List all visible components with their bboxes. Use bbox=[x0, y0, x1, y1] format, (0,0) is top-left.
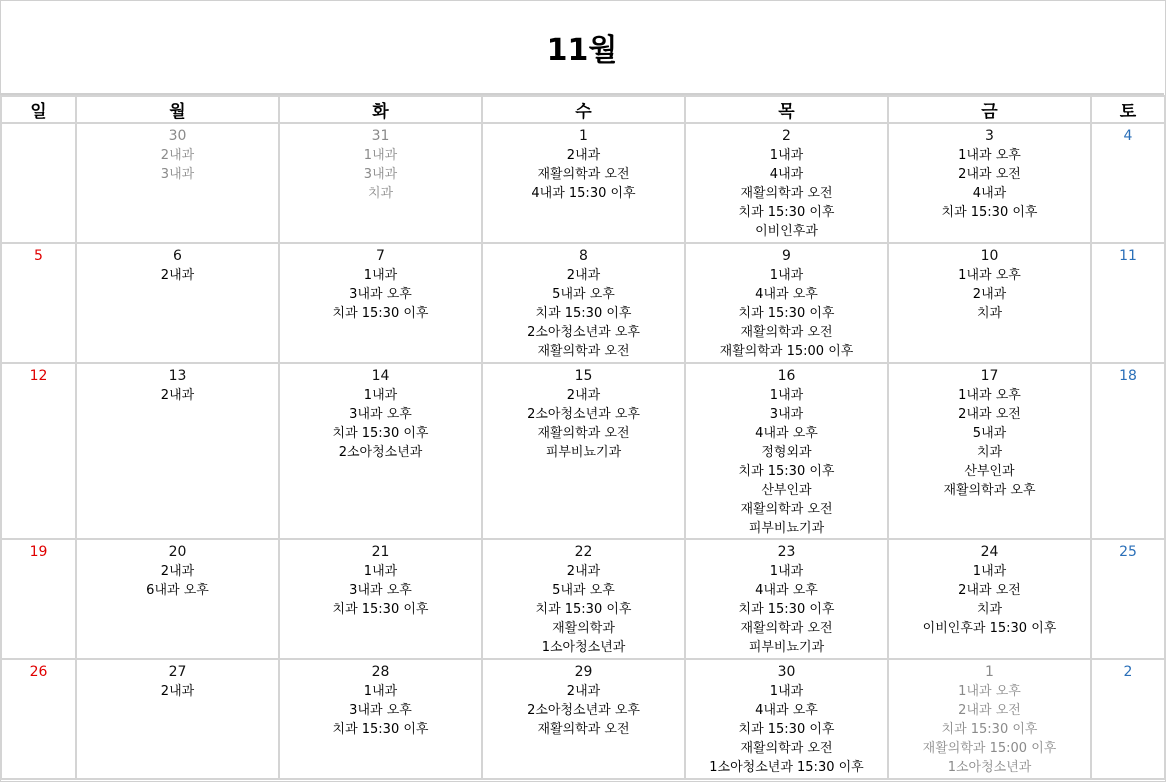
week-row bbox=[1, 539, 1165, 659]
day-cell-tue[interactable] bbox=[279, 243, 482, 363]
schedule-entry: 2내과 bbox=[160, 268, 195, 283]
day-cell-wed[interactable] bbox=[482, 659, 685, 779]
schedule-entry: 3내과 오후 bbox=[349, 287, 412, 302]
week-row bbox=[1, 659, 1165, 779]
day-number: 19 bbox=[29, 544, 48, 560]
day-number: 31 bbox=[371, 128, 390, 144]
schedule-entry: 2내과 bbox=[972, 287, 1007, 302]
schedule-entry: 치과 15:30 이후 bbox=[738, 602, 835, 617]
schedule-entry: 4내과 bbox=[972, 186, 1007, 201]
day-number: 5 bbox=[34, 248, 43, 264]
schedule-entry: 이비인후과 bbox=[755, 224, 818, 239]
day-number: 21 bbox=[371, 544, 390, 560]
day-cell-fri[interactable] bbox=[888, 243, 1091, 363]
schedule-entry: 치과 bbox=[976, 445, 1003, 460]
calendar-grid bbox=[0, 95, 1166, 780]
day-number: 18 bbox=[1119, 368, 1137, 384]
schedule-entry: 2내과 오전 bbox=[958, 407, 1021, 422]
schedule-entry: 1내과 bbox=[972, 564, 1007, 579]
week-row bbox=[1, 123, 1165, 243]
schedule-entry: 치과 bbox=[976, 602, 1003, 617]
schedule-entry: 1내과 bbox=[769, 388, 804, 403]
day-number: 11 bbox=[1119, 248, 1137, 264]
schedule-entry: 피부비뇨기과 bbox=[748, 640, 825, 655]
day-number: 4 bbox=[1123, 128, 1133, 144]
schedule-entry: 5내과 오후 bbox=[552, 287, 615, 302]
day-number: 29 bbox=[574, 664, 593, 680]
day-cell-mon[interactable] bbox=[76, 659, 279, 779]
day-number: 8 bbox=[579, 248, 588, 264]
day-number: 27 bbox=[168, 664, 187, 680]
schedule-entry: 1내과 오후 bbox=[958, 148, 1021, 163]
schedule-entry: 2소아청소년과 bbox=[338, 445, 423, 460]
schedule-entry: 1내과 bbox=[769, 684, 804, 699]
day-cell-wed[interactable] bbox=[482, 123, 685, 243]
schedule-entry: 2내과 bbox=[566, 388, 601, 403]
day-cell-mon[interactable] bbox=[76, 243, 279, 363]
schedule-entry: 재활의학과 오전 bbox=[537, 167, 630, 182]
day-number: 23 bbox=[777, 544, 796, 560]
day-number: 7 bbox=[376, 248, 385, 264]
schedule-entry: 치과 15:30 이후 bbox=[738, 464, 835, 479]
schedule-entry: 산부인과 bbox=[964, 464, 1015, 479]
day-number: 24 bbox=[980, 544, 999, 560]
schedule-entry: 2내과 bbox=[566, 684, 601, 699]
schedule-entry: 정형외과 bbox=[761, 445, 812, 460]
day-number: 14 bbox=[371, 368, 390, 384]
schedule-entry: 4내과 오후 bbox=[755, 583, 818, 598]
schedule-entry: 재활의학과 오후 bbox=[943, 483, 1036, 498]
schedule-entry: 3내과 오후 bbox=[349, 407, 412, 422]
day-number: 9 bbox=[782, 248, 791, 264]
schedule-entry: 재활의학과 15:00 이후 bbox=[719, 344, 854, 359]
day-number: 17 bbox=[980, 368, 999, 384]
schedule-entry: 치과 15:30 이후 bbox=[738, 306, 835, 321]
weekday-header-sun: 일 bbox=[1, 96, 76, 123]
day-number: 12 bbox=[29, 368, 48, 384]
schedule-entry: 4내과 오후 bbox=[755, 703, 818, 718]
schedule-entry: 4내과 오후 bbox=[755, 287, 818, 302]
day-number: 20 bbox=[168, 544, 187, 560]
schedule-entry: 치과 bbox=[367, 186, 394, 201]
day-number: 1 bbox=[985, 664, 994, 680]
day-cell-sat[interactable] bbox=[1091, 243, 1165, 363]
day-number: 28 bbox=[371, 664, 390, 680]
day-cell-fri[interactable] bbox=[888, 659, 1091, 779]
schedule-entry: 재활의학과 15:00 이후 bbox=[922, 741, 1057, 756]
schedule-entry: 4내과 bbox=[769, 167, 804, 182]
schedule-entry: 치과 15:30 이후 bbox=[332, 306, 429, 321]
schedule-entry: 2소아청소년과 오후 bbox=[527, 703, 640, 718]
day-number: 30 bbox=[777, 664, 796, 680]
schedule-entry: 1내과 bbox=[363, 268, 398, 283]
day-cell-sun[interactable] bbox=[1, 659, 76, 779]
schedule-entry: 1내과 bbox=[363, 388, 398, 403]
schedule-entry: 치과 15:30 이후 bbox=[332, 602, 429, 617]
schedule-entry: 1내과 bbox=[769, 268, 804, 283]
day-cell-tue[interactable] bbox=[279, 363, 482, 539]
schedule-entry: 재활의학과 오전 bbox=[537, 426, 630, 441]
schedule-entry: 3내과 bbox=[160, 167, 195, 182]
schedule-entry: 치과 15:30 이후 bbox=[941, 205, 1038, 220]
day-cell-fri[interactable] bbox=[888, 539, 1091, 659]
weekday-header-tue: 화 bbox=[279, 96, 482, 123]
day-number: 30 bbox=[168, 128, 187, 144]
schedule-entry: 2소아청소년과 오후 bbox=[527, 325, 640, 340]
schedule-entry: 1내과 오후 bbox=[958, 684, 1021, 699]
day-cell-sat[interactable] bbox=[1091, 363, 1165, 539]
schedule-entry: 치과 15:30 이후 bbox=[332, 426, 429, 441]
day-cell-thu[interactable] bbox=[685, 123, 888, 243]
schedule-entry: 치과 15:30 이후 bbox=[535, 602, 632, 617]
schedule-entry: 2내과 오전 bbox=[958, 167, 1021, 182]
schedule-entry: 6내과 오후 bbox=[146, 583, 209, 598]
day-cell-fri[interactable] bbox=[888, 363, 1091, 539]
schedule-entry: 재활의학과 bbox=[552, 621, 615, 636]
day-cell-sun[interactable] bbox=[1, 363, 76, 539]
schedule-entry: 1내과 bbox=[769, 148, 804, 163]
schedule-entry: 이비인후과 15:30 이후 bbox=[922, 621, 1057, 636]
day-cell-thu[interactable] bbox=[685, 243, 888, 363]
day-number: 15 bbox=[574, 368, 593, 384]
schedule-entry: 1내과 bbox=[363, 148, 398, 163]
day-cell-mon[interactable] bbox=[76, 363, 279, 539]
schedule-entry: 치과 bbox=[976, 306, 1003, 321]
day-cell-wed[interactable] bbox=[482, 243, 685, 363]
schedule-entry: 2내과 bbox=[160, 388, 195, 403]
schedule-entry: 3내과 bbox=[769, 407, 804, 422]
schedule-entry: 4내과 15:30 이후 bbox=[531, 186, 636, 201]
schedule-entry: 재활의학과 오전 bbox=[740, 502, 833, 517]
schedule-entry: 2내과 bbox=[160, 148, 195, 163]
schedule-entry: 1내과 bbox=[769, 564, 804, 579]
weekday-header-wed: 수 bbox=[482, 96, 685, 123]
week-row bbox=[1, 363, 1165, 539]
schedule-entry: 1내과 bbox=[363, 684, 398, 699]
day-cell-mon[interactable] bbox=[76, 539, 279, 659]
day-cell-sat[interactable] bbox=[1091, 659, 1165, 779]
schedule-entry: 3내과 bbox=[363, 167, 398, 182]
day-cell-wed[interactable] bbox=[482, 539, 685, 659]
month-title: 11월 bbox=[0, 0, 1164, 95]
schedule-entry: 재활의학과 오전 bbox=[740, 621, 833, 636]
weekday-header-row bbox=[1, 96, 1165, 123]
schedule-entry: 2내과 bbox=[566, 148, 601, 163]
schedule-entry: 재활의학과 오전 bbox=[740, 741, 833, 756]
schedule-entry: 1내과 bbox=[363, 564, 398, 579]
schedule-entry: 2소아청소년과 오후 bbox=[527, 407, 640, 422]
schedule-entry: 재활의학과 오전 bbox=[537, 344, 630, 359]
schedule-entry: 치과 15:30 이후 bbox=[535, 306, 632, 321]
day-number: 16 bbox=[777, 368, 796, 384]
schedule-entry: 2내과 오전 bbox=[958, 583, 1021, 598]
schedule-entry: 재활의학과 오전 bbox=[537, 722, 630, 737]
schedule-entry: 치과 15:30 이후 bbox=[738, 205, 835, 220]
schedule-entry: 1소아청소년과 15:30 이후 bbox=[709, 760, 864, 775]
schedule-entry: 2내과 bbox=[566, 268, 601, 283]
day-cell-fri[interactable] bbox=[888, 123, 1091, 243]
calendar-body bbox=[1, 123, 1165, 779]
day-number: 22 bbox=[574, 544, 593, 560]
weekday-header-thu: 목 bbox=[685, 96, 888, 123]
day-number: 6 bbox=[173, 248, 182, 264]
schedule-entry: 1소아청소년과 bbox=[947, 760, 1032, 775]
day-cell-tue[interactable] bbox=[279, 659, 482, 779]
schedule-entry: 3내과 오후 bbox=[349, 583, 412, 598]
weekday-header-mon: 월 bbox=[76, 96, 279, 123]
schedule-entry: 치과 15:30 이후 bbox=[332, 722, 429, 737]
schedule-entry: 4내과 오후 bbox=[755, 426, 818, 441]
day-cell-tue[interactable] bbox=[279, 539, 482, 659]
schedule-entry: 산부인과 bbox=[761, 483, 812, 498]
schedule-entry: 재활의학과 오전 bbox=[740, 186, 833, 201]
day-cell-mon[interactable] bbox=[76, 123, 279, 243]
day-number: 10 bbox=[980, 248, 999, 264]
week-row bbox=[1, 243, 1165, 363]
schedule-entry: 치과 15:30 이후 bbox=[738, 722, 835, 737]
day-cell-thu[interactable] bbox=[685, 659, 888, 779]
schedule-entry: 2내과 bbox=[160, 684, 195, 699]
schedule-entry: 2내과 오전 bbox=[958, 703, 1021, 718]
schedule-entry: 2내과 bbox=[566, 564, 601, 579]
day-cell-tue[interactable] bbox=[279, 123, 482, 243]
schedule-entry: 5내과 오후 bbox=[552, 583, 615, 598]
schedule-entry: 1내과 오후 bbox=[958, 268, 1021, 283]
day-number: 13 bbox=[168, 368, 187, 384]
day-number: 25 bbox=[1119, 544, 1137, 560]
day-cell-sat[interactable] bbox=[1091, 539, 1165, 659]
day-number: 1 bbox=[579, 128, 588, 144]
day-cell-thu[interactable] bbox=[685, 363, 888, 539]
weekday-header-sat: 토 bbox=[1091, 96, 1165, 123]
schedule-entry: 1내과 오후 bbox=[958, 388, 1021, 403]
day-cell-wed[interactable] bbox=[482, 363, 685, 539]
day-cell-thu[interactable] bbox=[685, 539, 888, 659]
schedule-entry: 피부비뇨기과 bbox=[748, 521, 825, 536]
day-number: 26 bbox=[29, 664, 48, 680]
day-number: 3 bbox=[985, 128, 994, 144]
day-cell-sun[interactable] bbox=[1, 123, 76, 243]
schedule-entry: 피부비뇨기과 bbox=[545, 445, 622, 460]
schedule-entry: 2내과 bbox=[160, 564, 195, 579]
schedule-entry: 재활의학과 오전 bbox=[740, 325, 833, 340]
schedule-entry: 치과 15:30 이후 bbox=[941, 722, 1038, 737]
day-cell-sat[interactable] bbox=[1091, 123, 1165, 243]
schedule-entry: 1소아청소년과 bbox=[541, 640, 626, 655]
schedule-entry: 5내과 bbox=[972, 426, 1007, 441]
day-number: 2 bbox=[782, 128, 791, 144]
day-number: 2 bbox=[1123, 664, 1133, 680]
day-cell-sun[interactable] bbox=[1, 539, 76, 659]
day-cell-sun[interactable] bbox=[1, 243, 76, 363]
weekday-header-fri: 금 bbox=[888, 96, 1091, 123]
schedule-entry: 3내과 오후 bbox=[349, 703, 412, 718]
